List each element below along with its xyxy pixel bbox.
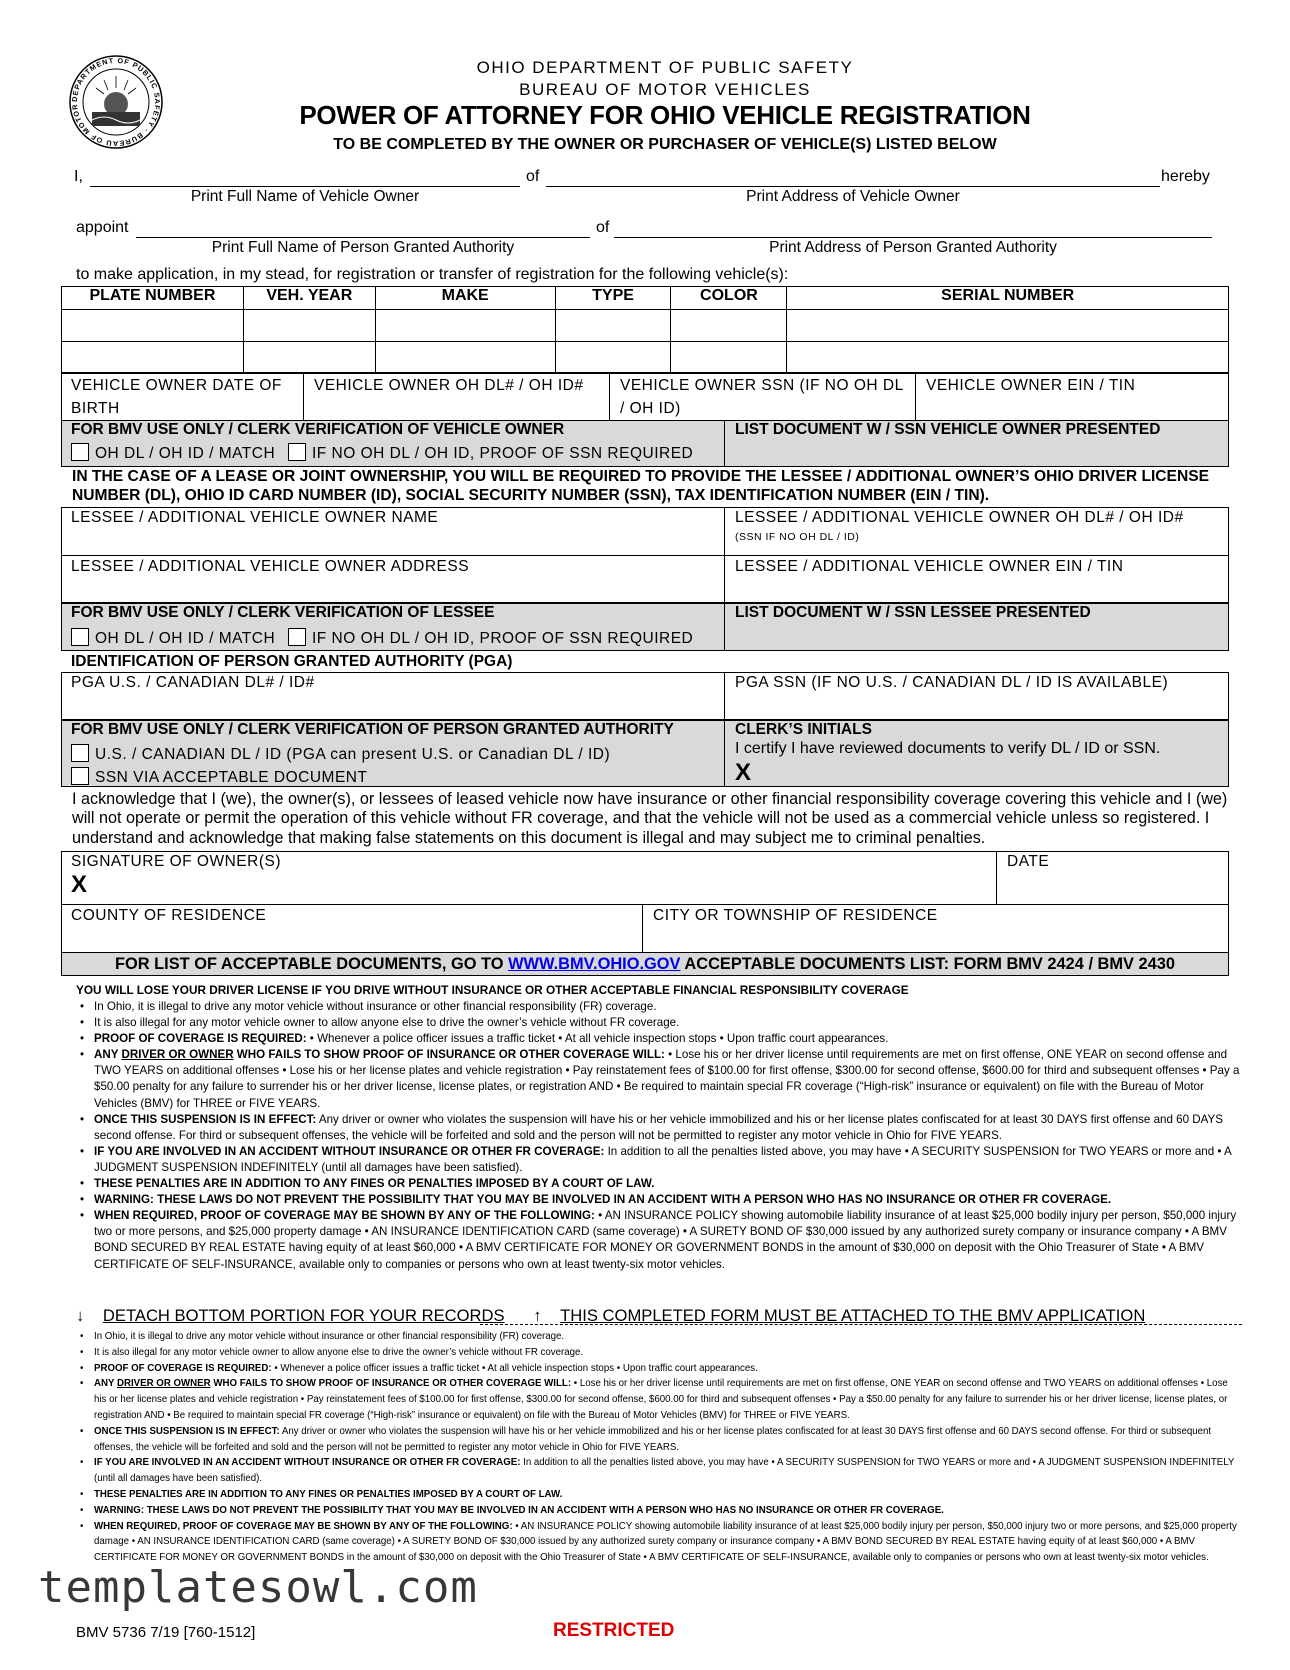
rule-item bbox=[94, 1455, 1240, 1487]
bmv-owner-title: FOR BMV USE ONLY / CLERK VERIFICATION OF VEHICLE OWNER bbox=[71, 421, 565, 438]
pga-title: IDENTIFICATION OF PERSON GRANTED AUTHORITY (PGA) bbox=[71, 653, 513, 670]
detach-right-text: THIS COMPLETED FORM MUST BE ATTACHED TO THE BMV APPLICATION bbox=[560, 1306, 1146, 1325]
type-cell[interactable] bbox=[555, 310, 671, 342]
col-make: MAKE bbox=[375, 287, 555, 310]
rule-heading: WARNING: THESE LAWS DO NOT PREVENT THE POSSIBILITY THAT YOU MAY BE INVOLVED IN AN ACCIDENT WITH A PERSON WHO HAS NO INSURANCE OR OTHER FR COVERAGE. bbox=[94, 1193, 1112, 1207]
owner-signature-field[interactable] bbox=[61, 851, 996, 904]
bmv-owner-options bbox=[61, 441, 703, 465]
rule-heading: PROOF OF COVERAGE IS REQUIRED: bbox=[94, 1032, 307, 1046]
pga-dl-field[interactable] bbox=[61, 672, 724, 720]
rule-heading: THESE PENALTIES ARE IN ADDITION TO ANY FINES OR PENALTIES IMPOSED BY A COURT OF LAW. bbox=[94, 1177, 655, 1191]
rule-heading: WHO FAILS TO SHOW PROOF OF INSURANCE OR OTHER COVERAGE WILL: bbox=[210, 1378, 572, 1390]
pga-dl-checkbox[interactable] bbox=[71, 744, 89, 762]
bmv-pga-title: FOR BMV USE ONLY / CLERK VERIFICATION OF PERSON GRANTED AUTHORITY bbox=[71, 721, 674, 738]
lessee-address-field[interactable] bbox=[61, 556, 724, 603]
rule-heading: ONCE THIS SUSPENSION IS IN EFFECT: bbox=[94, 1425, 280, 1437]
vehicle-row bbox=[62, 310, 1229, 342]
pga-ssn-label: PGA SSN (IF NO U.S. / CANADIAN DL / ID IS AVAILABLE) bbox=[735, 674, 1169, 691]
owner-ssn-required-checkbox[interactable] bbox=[288, 443, 306, 461]
color-cell[interactable] bbox=[671, 342, 787, 374]
col-veh-year: VEH. YEAR bbox=[243, 287, 375, 310]
rule-heading: ONCE THIS SUSPENSION IS IN EFFECT: bbox=[94, 1112, 317, 1126]
bmv-lessee-title: FOR BMV USE ONLY / CLERK VERIFICATION OF LESSEE bbox=[71, 604, 495, 621]
of-label-2: of bbox=[596, 219, 610, 236]
lessee-dl-label: LESSEE / ADDITIONAL VEHICLE OWNER OH DL# / OH ID# bbox=[735, 509, 1184, 526]
rule-heading: IF YOU ARE INVOLVED IN AN ACCIDENT WITHOUT INSURANCE OR OTHER FR COVERAGE: bbox=[94, 1457, 521, 1469]
lessee-list-doc-label: LIST DOCUMENT W / SSN LESSEE PRESENTED bbox=[735, 604, 1091, 621]
rule-item bbox=[94, 1112, 1240, 1144]
rule-item bbox=[94, 1376, 1240, 1423]
lessee-dl-field[interactable] bbox=[725, 507, 1229, 555]
rule-item bbox=[94, 1176, 1240, 1192]
clerk-initials-label: CLERK’S INITIALS bbox=[735, 721, 872, 738]
year-cell[interactable] bbox=[243, 310, 375, 342]
rule-item bbox=[94, 1208, 1240, 1272]
pga-name-field[interactable] bbox=[136, 217, 590, 238]
warning-title: YOU WILL LOSE YOUR DRIVER LICENSE IF YOU DRIVE WITHOUT INSURANCE OR OTHER ACCEPTABLE FINANCIAL RESPONSIBILITY COVERAGE bbox=[76, 983, 909, 997]
lessee-ein-label: LESSEE / ADDITIONAL VEHICLE OWNER EIN / TIN bbox=[735, 558, 1124, 575]
signature-label: SIGNATURE OF OWNER(S) bbox=[71, 853, 281, 870]
date-field[interactable] bbox=[997, 851, 1229, 904]
rule-item bbox=[94, 1031, 1240, 1047]
acknowledge-text: I acknowledge that I (we), the owner(s), or lessees of leased vehicle now have insurance or other financial responsibility coverage covering this vehicle and I (we) will not operate or permit the operation of this vehicle without FR coverage, and that the vehicle will not be used as a commercial vehicle unless so registered. I understand and acknowledge that making false statements on this document is illegal and may subject me to criminal penalties. bbox=[72, 790, 1228, 847]
rule-item bbox=[94, 1424, 1240, 1456]
bmv-website-link[interactable]: WWW.BMV.OHIO.GOV bbox=[508, 955, 681, 973]
rule-item bbox=[94, 1047, 1240, 1111]
clerk-initials-x[interactable]: X bbox=[735, 759, 752, 786]
rule-heading: WHEN REQUIRED, PROOF OF COVERAGE MAY BE SHOWN BY ANY OF THE FOLLOWING: bbox=[94, 1520, 513, 1532]
rule-heading: PROOF OF COVERAGE IS REQUIRED: bbox=[94, 1362, 272, 1374]
rule-text: • Whenever a police officer issues a traffic ticket • At all vehicle inspection stops • Upon traffic court appearances. bbox=[306, 1032, 889, 1046]
owner-dl-field[interactable] bbox=[304, 372, 610, 422]
plate-cell[interactable] bbox=[62, 310, 244, 342]
rule-heading: WARNING: THESE LAWS DO NOT PREVENT THE POSSIBILITY THAT YOU MAY BE INVOLVED IN AN ACCIDENT WITH A PERSON WHO HAS NO INSURANCE OR OTHER FR COVERAGE. bbox=[94, 1504, 944, 1516]
rule-item bbox=[94, 1192, 1240, 1208]
restricted-label: RESTRICTED bbox=[553, 1620, 675, 1641]
clerk-certify-text: I certify I have reviewed documents to verify DL / ID or SSN. bbox=[735, 740, 1161, 757]
rule-heading: THESE PENALTIES ARE IN ADDITION TO ANY FINES OR PENALTIES IMPOSED BY A COURT OF LAW. bbox=[94, 1488, 563, 1500]
header-dept: OHIO DEPARTMENT OF PUBLIC SAFETY bbox=[476, 58, 854, 77]
bmv-lessee-options bbox=[61, 626, 703, 650]
vehicle-table bbox=[61, 286, 1229, 374]
pga-name-caption: Print Full Name of Person Granted Authority bbox=[211, 239, 515, 256]
lessee-ein-field[interactable] bbox=[725, 556, 1229, 603]
rule-text: • Lose his or her driver license until requirements are met on first offense, ONE YEAR on second offense and TWO YEARS on additional offenses • Lose his or her license plates and vehicle registration • Pay reinstatement fees of $100.00 for first offense, $300.00 for second offense, $600.00 for third and subsequent offenses • Pay a $50.00 penalty for any failure to surrender his or her driver license, license plates, or registration AND • Be required to maintain special FR coverage (“High-risk” insurance or equivalent) on file with the Bureau of Motor Vehicles (BMV) for THREE or FIVE YEARS. bbox=[94, 1048, 1240, 1110]
rule-item bbox=[94, 1329, 1240, 1345]
owner-address-caption: Print Address of Vehicle Owner bbox=[746, 188, 960, 205]
rule-heading-underlined: DRIVER OR OWNER bbox=[116, 1378, 211, 1390]
up-arrow-icon: ↑ bbox=[533, 1306, 542, 1325]
year-cell[interactable] bbox=[243, 342, 375, 374]
serial-cell[interactable] bbox=[787, 342, 1229, 374]
color-cell[interactable] bbox=[671, 310, 787, 342]
form-number: BMV 5736 7/19 [760-1512] bbox=[76, 1624, 256, 1641]
rule-heading: ANY bbox=[94, 1378, 117, 1390]
make-cell[interactable] bbox=[375, 310, 555, 342]
rule-heading-underlined: DRIVER OR OWNER bbox=[121, 1048, 234, 1062]
detach-left-text: DETACH BOTTOM PORTION FOR YOUR RECORDS bbox=[102, 1306, 505, 1325]
pga-opt1-label: U.S. / CANADIAN DL / ID (PGA can present U.S. or Canadian DL / ID) bbox=[95, 746, 611, 763]
rule-item bbox=[94, 1345, 1240, 1361]
col-type: TYPE bbox=[555, 287, 671, 310]
lessee-opt1-label: OH DL / OH ID / MATCH bbox=[95, 630, 276, 647]
rule-text: • Whenever a police officer issues a traffic ticket • At all vehicle inspection stops • Upon traffic court appearances. bbox=[271, 1362, 758, 1374]
owner-opt1-label: OH DL / OH ID / MATCH bbox=[95, 445, 276, 462]
owner-ssn-field[interactable] bbox=[610, 372, 916, 422]
lessee-name-field[interactable] bbox=[61, 507, 724, 555]
docs-bar-post: ACCEPTABLE DOCUMENTS LIST: FORM BMV 2424 / BMV 2430 bbox=[680, 955, 1175, 973]
owner-list-doc-label: LIST DOCUMENT W / SSN VEHICLE OWNER PRESENTED bbox=[735, 421, 1161, 438]
rule-item bbox=[94, 999, 1240, 1015]
warning-rules bbox=[64, 999, 1240, 1273]
rule-text: It is also illegal for any motor vehicle owner to allow anyone else to drive the owner’s vehicle without FR coverage. bbox=[94, 1346, 584, 1358]
appoint-label: appoint bbox=[76, 219, 129, 236]
col-plate-number: PLATE NUMBER bbox=[62, 287, 244, 310]
signature-x: X bbox=[71, 871, 88, 898]
rule-item bbox=[94, 1487, 1240, 1503]
down-arrow-icon: ↓ bbox=[76, 1306, 85, 1325]
rule-heading: WHO FAILS TO SHOW PROOF OF INSURANCE OR OTHER COVERAGE WILL: bbox=[233, 1048, 665, 1062]
rule-item bbox=[94, 1519, 1240, 1566]
lessee-address-label: LESSEE / ADDITIONAL VEHICLE OWNER ADDRESS bbox=[71, 558, 470, 575]
intro-text: to make application, in my stead, for registration or transfer of registration for the following vehicle(s): bbox=[76, 266, 789, 283]
city-label: CITY OR TOWNSHIP OF RESIDENCE bbox=[653, 907, 938, 924]
date-label: DATE bbox=[1007, 853, 1050, 870]
rule-text: It is also illegal for any motor vehicle owner to allow anyone else to drive the owner’s vehicle without FR coverage. bbox=[94, 1016, 680, 1030]
rule-heading: IF YOU ARE INVOLVED IN AN ACCIDENT WITHOUT INSURANCE OR OTHER FR COVERAGE: bbox=[94, 1144, 605, 1158]
watermark: templatesowl.com bbox=[38, 1562, 478, 1613]
owner-dob-field[interactable] bbox=[61, 372, 304, 422]
pga-opt1 bbox=[61, 742, 620, 766]
rule-heading: ANY bbox=[94, 1048, 122, 1062]
owner-dob-label: VEHICLE OWNER DATE OF BIRTH bbox=[71, 377, 282, 417]
svg-text:DEPARTMENT OF PUBLIC SAFETY ·: DEPARTMENT OF PUBLIC SAFETY · BUREAU OF MOTOR bbox=[69, 55, 163, 149]
county-field[interactable] bbox=[61, 905, 642, 954]
serial-cell[interactable] bbox=[787, 310, 1229, 342]
rule-text: • Lose his or her driver license until requirements are met on first offense, ONE YEAR on second offense and TWO YEARS on additional offenses • Lose his or her license plates and vehicle registration • Pay reinstatement fees of $100.00 for first offense, $300.00 for second offense, $600.00 for third and subsequent offenses • Pay a $50.00 penalty for any failure to surrender his or her driver license, license plates, or registration AND • Be required to maintain special FR coverage (“High-risk” insurance or equivalent) on file with the Bureau of Motor Vehicles (BMV) for THREE or FIVE YEARS. bbox=[94, 1378, 1228, 1421]
lease-notice: IN THE CASE OF A LEASE OR JOINT OWNERSHIP, YOU WILL BE REQUIRED TO PROVIDE THE LESSEE / ADDITIONAL OWNER’S OHIO DRIVER LICENSE NUMBER (DL), OHIO ID CARD NUMBER (ID), SOCIAL SECURITY NUMBER (SSN), TAX IDENTIFICATION NUMBER (EIN / TIN). bbox=[72, 468, 1210, 504]
lessee-dl-note: (SSN IF NO OH DL / ID) bbox=[735, 531, 860, 543]
rule-text: • AN INSURANCE POLICY showing automobile liability insurance of at least $25,000 bodily injury per person, $50,000 injury two or more persons, and $25,000 property damage • AN INSURANCE IDENTIFICATION CARD (same coverage) • A SURETY BOND OF $30,000 issued by any authorized surety company or insurance company • A BMV BOND SECURED BY REAL ESTATE having equity of at least $60,000 • A BMV CERTIFICATE FOR MONEY OR GOVERNMENT BONDS in the amount of $30,000 on deposit with the Ohio Treasurer of State • A BMV CERTIFICATE OF SELF-INSURANCE, available only to companies or persons who own at least twenty-six motor vehicles. bbox=[94, 1209, 1237, 1271]
owner-ssn-label: VEHICLE OWNER SSN (IF NO OH DL / OH ID) bbox=[620, 377, 904, 417]
rule-text: In addition to all the penalties listed above, you may have • A SECURITY SUSPENSION for TWO YEARS or more and • A JUDGMENT SUSPENSION INDEFINITELY (until all damages have been satisfied). bbox=[94, 1457, 1235, 1485]
pga-address-caption: Print Address of Person Granted Authority bbox=[769, 239, 1057, 256]
rule-heading: WHEN REQUIRED, PROOF OF COVERAGE MAY BE SHOWN BY ANY OF THE FOLLOWING: bbox=[94, 1209, 595, 1223]
make-cell[interactable] bbox=[375, 342, 555, 374]
rule-item bbox=[94, 1503, 1240, 1519]
owner-oh-dl-match-checkbox[interactable] bbox=[71, 443, 89, 461]
header-bureau: BUREAU OF MOTOR VEHICLES bbox=[519, 80, 811, 99]
pga-opt2 bbox=[61, 765, 377, 789]
i-label: I, bbox=[74, 168, 83, 185]
owner-dl-label: VEHICLE OWNER OH DL# / OH ID# bbox=[314, 377, 584, 394]
form-subtitle: TO BE COMPLETED BY THE OWNER OR PURCHASER OF VEHICLE(S) LISTED BELOW bbox=[333, 136, 997, 153]
of-label: of bbox=[526, 168, 540, 185]
owner-name-field[interactable] bbox=[90, 166, 520, 187]
rule-item bbox=[94, 1361, 1240, 1377]
plate-cell[interactable] bbox=[62, 342, 244, 374]
pga-ssn-doc-checkbox[interactable] bbox=[71, 767, 89, 785]
bottom-rules bbox=[64, 1329, 1240, 1566]
rule-text: Any driver or owner who violates the suspension will have his or her vehicle immobilized and his or her license plates confiscated for at least 30 DAYS first offense and 60 DAYS second offense. For third or subsequent offenses, the vehicle will be forfeited and sold and the person will not be permitted to register any motor vehicle in Ohio for FIVE YEARS. bbox=[94, 1425, 1212, 1453]
rule-text: In Ohio, it is illegal to drive any motor vehicle without insurance or other financial responsibility (FR) coverage. bbox=[94, 1000, 657, 1013]
owner-ein-field[interactable] bbox=[916, 372, 1229, 422]
pga-dl-label: PGA U.S. / CANADIAN DL# / ID# bbox=[71, 674, 315, 691]
col-serial-number: SERIAL NUMBER bbox=[787, 287, 1229, 310]
hereby-label: hereby bbox=[1161, 168, 1210, 185]
owner-ein-label: VEHICLE OWNER EIN / TIN bbox=[926, 377, 1136, 394]
lessee-opt2-label: IF NO OH DL / OH ID, PROOF OF SSN REQUIRED bbox=[311, 630, 694, 647]
rule-item bbox=[94, 1144, 1240, 1176]
pga-address-field[interactable] bbox=[614, 217, 1212, 238]
rule-text: Any driver or owner who violates the suspension will have his or her vehicle immobilized and his or her license plates confiscated for at least 30 DAYS first offense and 60 DAYS second offense. For third or subsequent offenses, the vehicle will be forfeited and sold and the person will not be permitted to register any motor vehicle in Ohio for FIVE YEARS. bbox=[94, 1112, 1223, 1142]
acceptable-docs-bar bbox=[61, 952, 1229, 976]
owner-address-field[interactable] bbox=[546, 166, 1160, 187]
owner-opt2-label: IF NO OH DL / OH ID, PROOF OF SSN REQUIRED bbox=[311, 445, 694, 462]
rule-item bbox=[94, 1015, 1240, 1031]
lessee-ssn-required-checkbox[interactable] bbox=[288, 628, 306, 646]
rule-text: • AN INSURANCE POLICY showing automobile liability insurance of at least $25,000 bodily injury per person, $50,000 injury two or more persons, and $25,000 property damage • AN INSURANCE IDENTIFICATION CARD (same coverage) • A SURETY BOND OF $30,000 issued by any authorized surety company or insurance company • A BMV BOND SECURED BY REAL ESTATE having equity of at least $60,000 • A BMV CERTIFICATE FOR MONEY OR GOVERNMENT BONDS in the amount of $30,000 on deposit with the Ohio Treasurer of State • A BMV CERTIFICATE OF SELF-INSURANCE, available only to companies or persons who own at least twenty-six motor vehicles. bbox=[94, 1520, 1237, 1564]
col-color: COLOR bbox=[671, 287, 787, 310]
form-title: POWER OF ATTORNEY FOR OHIO VEHICLE REGISTRATION bbox=[299, 100, 1031, 130]
detach-dashed-line bbox=[480, 1324, 1242, 1325]
docs-bar-pre: FOR LIST OF ACCEPTABLE DOCUMENTS, GO TO bbox=[114, 955, 509, 973]
county-label: COUNTY OF RESIDENCE bbox=[71, 907, 267, 924]
lessee-name-label: LESSEE / ADDITIONAL VEHICLE OWNER NAME bbox=[71, 509, 439, 526]
owner-name-caption: Print Full Name of Vehicle Owner bbox=[190, 188, 420, 205]
pga-ssn-field[interactable] bbox=[725, 672, 1229, 720]
lessee-oh-dl-match-checkbox[interactable] bbox=[71, 628, 89, 646]
rule-text: In addition to all the penalties listed above, you may have • A SECURITY SUSPENSION for TWO YEARS or more and • A JUDGMENT SUSPENSION INDEFINITELY (until all damages have been satisfied). bbox=[94, 1144, 1232, 1174]
type-cell[interactable] bbox=[555, 342, 671, 374]
city-field[interactable] bbox=[643, 905, 1229, 954]
pga-opt2-label: SSN VIA ACCEPTABLE DOCUMENT bbox=[95, 769, 368, 786]
vehicle-row bbox=[62, 342, 1229, 374]
rule-text: In Ohio, it is illegal to drive any motor vehicle without insurance or other financial responsibility (FR) coverage. bbox=[94, 1331, 565, 1342]
